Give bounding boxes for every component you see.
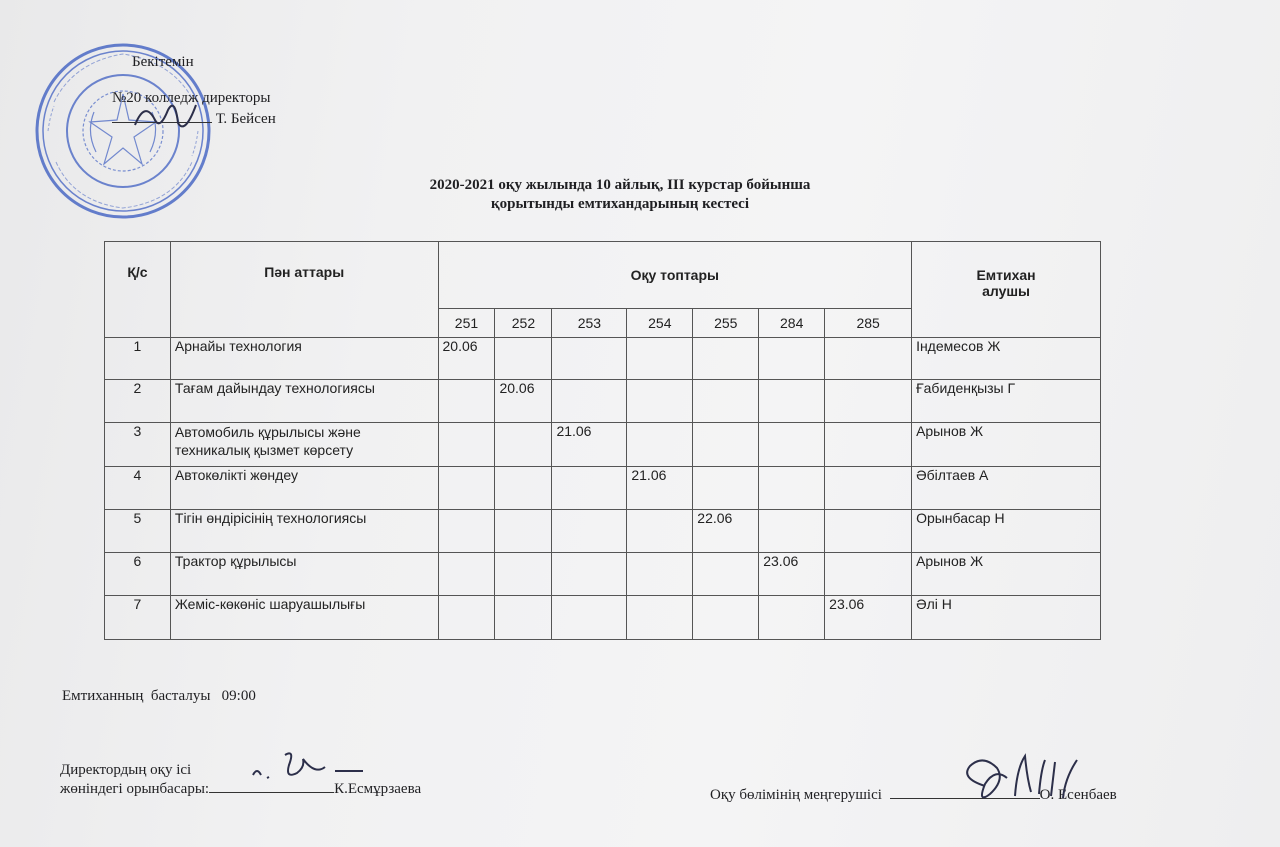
row-date	[438, 510, 495, 553]
row-date	[495, 338, 552, 380]
row-date	[759, 338, 825, 380]
header-examiner: Емтихан алушы	[912, 242, 1101, 338]
row-examiner: Әлі Н	[912, 596, 1101, 640]
group-code: 252	[495, 309, 552, 338]
row-date: 20.06	[495, 380, 552, 423]
row-date: 22.06	[693, 510, 759, 553]
row-date: 20.06	[438, 338, 495, 380]
row-subject: Автокөлікті жөндеу	[170, 467, 438, 510]
row-date	[438, 553, 495, 596]
row-date	[552, 510, 627, 553]
row-date	[825, 467, 912, 510]
table-row	[105, 467, 1101, 510]
row-date	[552, 467, 627, 510]
row-subject: Трактор құрылысы	[170, 553, 438, 596]
row-date	[825, 338, 912, 380]
row-number: 5	[105, 510, 171, 553]
table-row	[105, 553, 1101, 596]
row-date	[627, 596, 693, 640]
row-date	[825, 553, 912, 596]
approval-signatory: Т. Бейсен	[112, 111, 352, 128]
director-signature	[130, 95, 200, 140]
row-subject: Арнайы технология	[170, 338, 438, 380]
deputy-name: К.Есмұрзаева	[334, 781, 422, 797]
row-number: 4	[105, 467, 171, 510]
row-date	[693, 380, 759, 423]
row-number: 2	[105, 380, 171, 423]
row-examiner: Ғабиденқызы Г	[912, 380, 1101, 423]
row-date	[825, 423, 912, 467]
approval-position: №20 колледж директоры	[112, 90, 271, 106]
row-date	[759, 423, 825, 467]
row-number: 1	[105, 338, 171, 380]
document-title	[0, 177, 1240, 213]
row-date: 23.06	[759, 553, 825, 596]
row-number: 6	[105, 553, 171, 596]
title-line-1: 2020-2021 оқу жылында 10 айлық, ІІІ курстар бойынша	[429, 177, 811, 193]
group-code: 284	[759, 309, 825, 338]
row-date	[627, 338, 693, 380]
exam-schedule-table	[104, 241, 1101, 640]
row-date	[825, 380, 912, 423]
table-row	[105, 596, 1101, 640]
row-date	[627, 423, 693, 467]
table-row	[105, 380, 1101, 423]
row-subject: Автомобиль құрылысы және техникалық қызмет көрсету	[170, 423, 438, 467]
row-examiner: Орынбасар Н	[912, 510, 1101, 553]
row-examiner: Індемесов Ж	[912, 338, 1101, 380]
row-subject: Тағам дайындау технологиясы	[170, 380, 438, 423]
row-date	[627, 510, 693, 553]
row-date	[495, 553, 552, 596]
header-number: Қ/с	[105, 242, 171, 338]
row-examiner: Әбілтаев А	[912, 467, 1101, 510]
row-examiner: Арынов Ж	[912, 423, 1101, 467]
row-date	[495, 423, 552, 467]
row-number: 3	[105, 423, 171, 467]
row-date	[438, 423, 495, 467]
deputy-signature	[245, 745, 370, 790]
row-date	[693, 423, 759, 467]
group-code: 255	[693, 309, 759, 338]
row-examiner: Арынов Ж	[912, 553, 1101, 596]
table-row	[105, 423, 1101, 467]
row-date	[495, 467, 552, 510]
row-date	[759, 467, 825, 510]
head-signature	[955, 748, 1085, 810]
header-groups: Оқу топтары	[438, 242, 912, 309]
deputy-title-line-1: Директордың оқу ісі	[60, 762, 192, 778]
head-title: Оқу бөлімінің меңгерушісі	[710, 787, 882, 803]
row-date	[693, 467, 759, 510]
group-code: 254	[627, 309, 693, 338]
row-date	[552, 553, 627, 596]
row-date	[627, 553, 693, 596]
row-number: 7	[105, 596, 171, 640]
row-date: 23.06	[825, 596, 912, 640]
exam-start-time: Емтиханның басталуы 09:00	[62, 688, 256, 704]
row-date	[693, 553, 759, 596]
row-date	[495, 510, 552, 553]
row-date	[438, 380, 495, 423]
deputy-title-line-2: жөніндегі орынбасары: К.Есмұрзаева	[60, 781, 422, 797]
table-row	[105, 510, 1101, 553]
row-date	[693, 596, 759, 640]
group-code: 251	[438, 309, 495, 338]
row-date	[693, 338, 759, 380]
row-date	[438, 596, 495, 640]
row-date	[495, 596, 552, 640]
row-date: 21.06	[627, 467, 693, 510]
row-date	[627, 380, 693, 423]
row-subject: Тігін өндірісінің технологиясы	[170, 510, 438, 553]
header-subject: Пән аттары	[170, 242, 438, 338]
row-subject: Жеміс-көкөніс шаруашылығы	[170, 596, 438, 640]
row-date	[759, 596, 825, 640]
head-name: О. Есенбаев	[1039, 787, 1117, 803]
row-date	[825, 510, 912, 553]
row-date: 21.06	[552, 423, 627, 467]
approval-heading: Бекітемін	[132, 54, 194, 70]
group-code: 285	[825, 309, 912, 338]
row-date	[552, 380, 627, 423]
row-date	[552, 596, 627, 640]
row-date	[438, 467, 495, 510]
row-date	[759, 380, 825, 423]
row-date	[552, 338, 627, 380]
group-code: 253	[552, 309, 627, 338]
table-row	[105, 338, 1101, 380]
title-line-2: қорытынды емтихандарының кестесі	[491, 196, 749, 212]
row-date	[759, 510, 825, 553]
